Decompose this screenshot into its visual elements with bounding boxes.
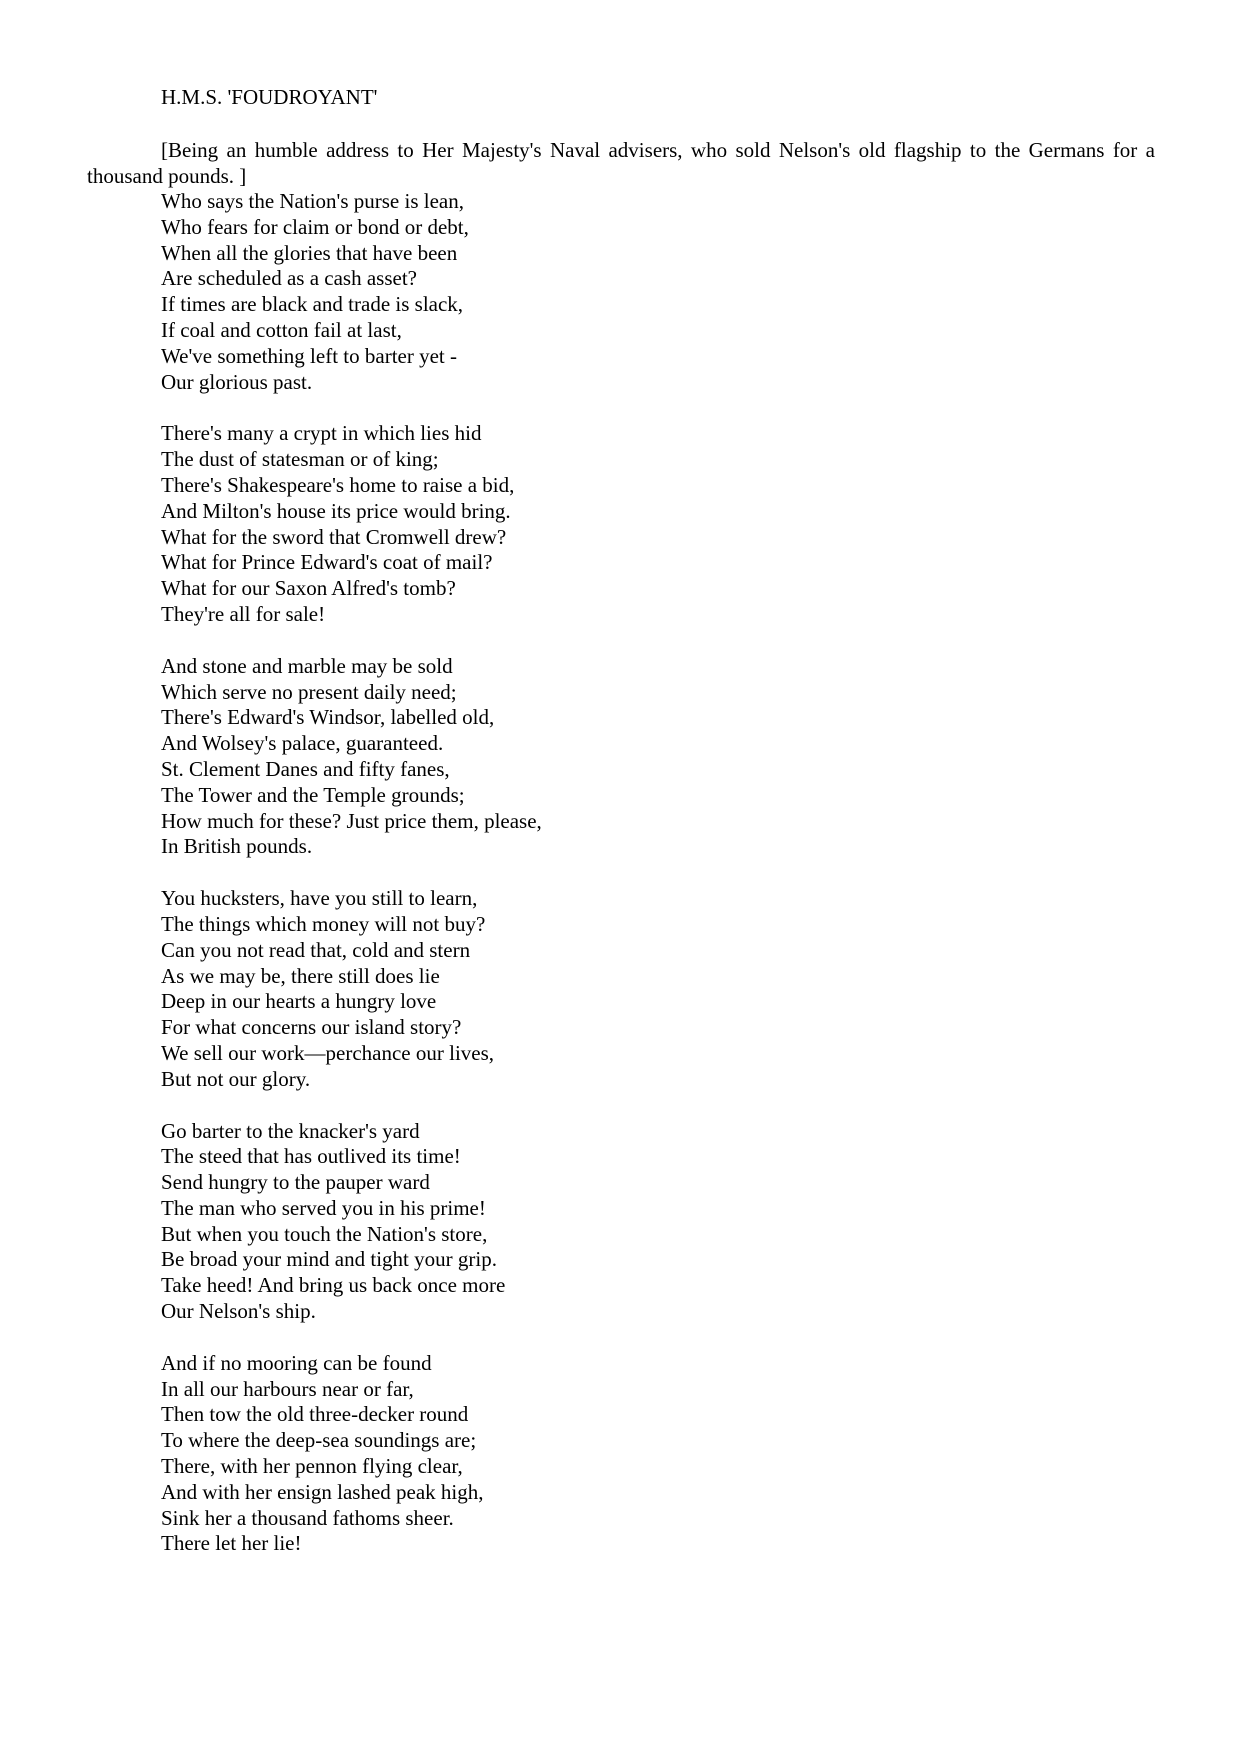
- poem-line: Be broad your mind and tight your grip.: [161, 1247, 497, 1272]
- poem-line: Take heed! And bring us back once more: [161, 1273, 506, 1298]
- stanza: [161, 189, 1061, 395]
- poem-line: There's Edward's Windsor, labelled old,: [161, 705, 495, 730]
- poem-line: There, with her pennon flying clear,: [161, 1454, 463, 1479]
- poem-line: In British pounds.: [161, 834, 313, 859]
- poem-line: When all the glories that have been: [161, 240, 458, 265]
- poem-line: To where the deep-sea soundings are;: [161, 1428, 477, 1453]
- poem-line: Are scheduled as a cash asset?: [161, 266, 417, 291]
- poem-line: Sink her a thousand fathoms sheer.: [161, 1505, 454, 1530]
- poem-line: Our glorious past.: [161, 369, 313, 394]
- poem-line: You hucksters, have you still to learn,: [161, 886, 478, 911]
- poem-line: Send hungry to the pauper ward: [161, 1170, 430, 1195]
- stanza: [161, 886, 1061, 1092]
- poem-line: The Tower and the Temple grounds;: [161, 782, 465, 807]
- poem-line: Who says the Nation's purse is lean,: [161, 189, 464, 213]
- poem-line: Deep in our hearts a hungry love: [161, 989, 437, 1014]
- stanza: [161, 1351, 1061, 1557]
- poem-line: The things which money will not buy?: [161, 911, 486, 936]
- poem-line: For what concerns our island story?: [161, 1015, 462, 1040]
- poem-line: As we may be, there still does lie: [161, 963, 440, 988]
- poem-line: Our Nelson's ship.: [161, 1299, 316, 1324]
- stanza: [161, 654, 1061, 860]
- poem-line: St. Clement Danes and fifty fanes,: [161, 756, 450, 781]
- poem-line: If times are black and trade is slack,: [161, 292, 464, 317]
- poem-line: Which serve no present daily need;: [161, 679, 457, 704]
- poem-line: The steed that has outlived its time!: [161, 1144, 461, 1169]
- stanza: [161, 421, 1061, 627]
- poem-line: What for our Saxon Alfred's tomb?: [161, 576, 456, 601]
- poem-line: We sell our work—perchance our lives,: [161, 1040, 495, 1065]
- poem-line: The man who served you in his prime!: [161, 1195, 486, 1220]
- poem-line: And Wolsey's palace, guaranteed.: [161, 731, 444, 756]
- poem-line: What for Prince Edward's coat of mail?: [161, 550, 493, 575]
- poem-line: In all our harbours near or far,: [161, 1376, 414, 1401]
- stanza: [161, 1119, 1061, 1325]
- poem-line: What for the sword that Cromwell drew?: [161, 524, 507, 549]
- poem-line: And Milton's house its price would bring.: [161, 498, 511, 523]
- poem-line: Then tow the old three-decker round: [161, 1402, 469, 1427]
- poem-line: And with her ensign lashed peak high,: [161, 1479, 484, 1504]
- poem-line: Go barter to the knacker's yard: [161, 1118, 420, 1143]
- poem-line: But not our glory.: [161, 1066, 311, 1091]
- poem-line: And stone and marble may be sold: [161, 653, 453, 678]
- poem-line: The dust of statesman or of king;: [161, 447, 439, 472]
- poem-line: There's many a crypt in which lies hid: [161, 421, 482, 446]
- poem-line: And if no mooring can be found: [161, 1350, 432, 1375]
- poem-body: [161, 189, 1061, 1583]
- poem-title: H.M.S. 'FOUDROYANT': [161, 85, 378, 109]
- poem-line: But when you touch the Nation's store,: [161, 1221, 488, 1246]
- poem-line: How much for these? Just price them, please,: [161, 808, 542, 833]
- poem-line: Can you not read that, cold and stern: [161, 937, 471, 962]
- poem-line: If coal and cotton fail at last,: [161, 317, 402, 342]
- poem-line: Who fears for claim or bond or debt,: [161, 214, 469, 239]
- poem-line: There's Shakespeare's home to raise a bid,: [161, 472, 515, 497]
- poem-introduction: [Being an humble address to Her Majesty's Naval advisers, who sold Nelson's old flagship to the Germans for a thousand pounds. ]: [87, 138, 1155, 188]
- poem-line: They're all for sale!: [161, 601, 326, 626]
- poem-line: There let her lie!: [161, 1531, 302, 1556]
- poem-line: We've something left to barter yet -: [161, 343, 457, 368]
